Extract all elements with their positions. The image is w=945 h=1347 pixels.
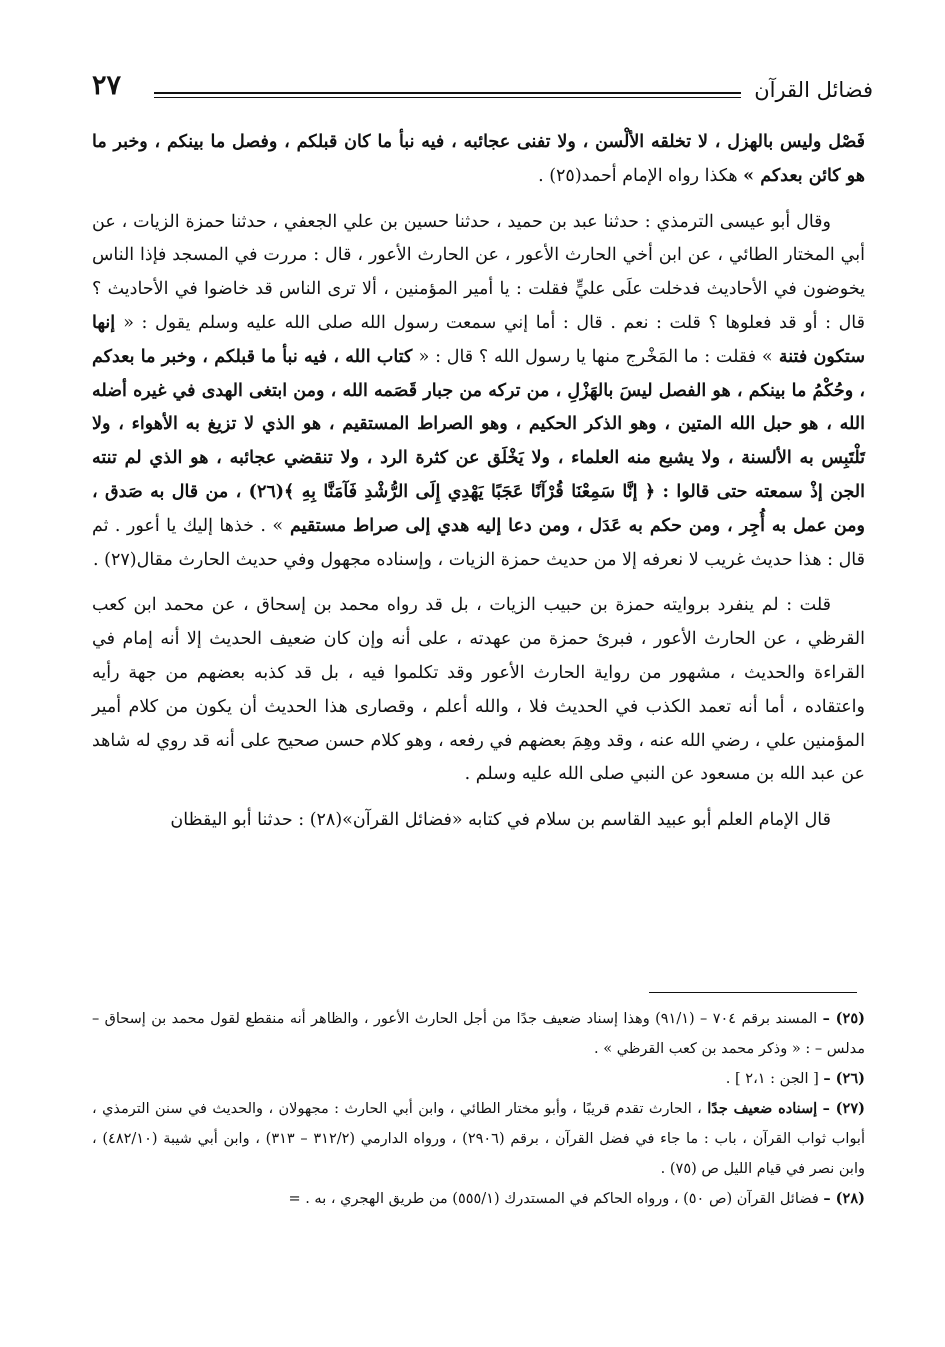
main-text (92, 126, 865, 850)
paragraph-tirmidhi (92, 206, 865, 578)
footnote-25 (92, 1004, 865, 1064)
hadith-source: هكذا رواه الإمام أحمد(٢٥) . (538, 165, 744, 186)
hadith-text: فَصْل وليس بالهزل ، لا تخلقه الألْسن ، ولا تفنى عجائبه ، فيه نبأ ما كان قبلكم ، وفصل ما بينكم ، وخبر ما هو كائن بعدكم » (92, 132, 865, 186)
isnad-text: وقال أبو عيسى الترمذي : حدثنا عبد بن حميد ، حدثنا حسين بن علي الجعفي ، حدثنا حمزة الزيات ، عن أبي المختار الطائي ، عن ابن أخي الحارث الأعور ، عن الحارث الأعور ، قال : مررت في المسجد فإذا الناس يخوضون في الأحاديث فدخلت علَى عليٍّ فقلت : يا أمير المؤمنين ، ألا ترى الناس قد خاضوا في الأحاديث ؟ قال : أو قد فعلوها ؟ قلت : نعم . قال : أما إني سمعت رسول الله صلى الله عليه وسلم يقول : « (92, 211, 865, 333)
footnote-text: المسند برقم ٧٠٤ – (٩١/١) وهذا إسناد ضعيف جدًا من أجل الحارث الأعور ، والظاهر أنه منقطع لقول محمد بن إسحاق – مدلس – : « وذكر محمد بن كعب القرظي » . (92, 1011, 865, 1057)
footnote-grading: إسناده ضعيف جدًا (707, 1100, 818, 1117)
question-text: » فقلت : ما المَخْرج منها يا رسول الله ؟ قال : « (418, 346, 773, 367)
footnote-28 (92, 1184, 865, 1214)
paragraph-commentary (92, 589, 865, 792)
footnote-number: (٢٨) – (823, 1190, 865, 1207)
commentary-text: قلت : لم ينفرد بروايته حمزة بن حبيب الزيات ، بل قد رواه محمد بن إسحاق ، عن محمد ابن كعب القرظي ، عن الحارث الأعور ، فبرئ حمزة من عهدته ، على أنه وإن كان ضعيف الحديث إلا أنه إمام في القراءة والحديث ، مشهور من رواية الحارث الأعور وقد تكلموا فيه ، بل قد كذبه بعضهم من جهة رأيه واعتقاده ، أما أنه تعمد الكذب في الحديث فلا ، والله أعلم ، وقصارى هذا الحديث أن يكون من كلام أمير المؤمنين علي ، رضي الله عنه ، وقد وهِمَ بعضهم في رفعه ، وهو كلام حسن صحيح على أنه قد روي له شاهد عن عبد الله بن مسعود عن النبي صلى الله عليه وسلم . (92, 595, 865, 785)
abu-ubaid-text: قال الإمام العلم أبو عبيد القاسم بن سلام في كتابه «فضائل القرآن»(٢٨) : حدثنا أبو اليقظان (170, 810, 831, 831)
paragraph-abu-ubaid (92, 804, 865, 838)
header-rule (154, 92, 741, 98)
footnote-text: فضائل القرآن (ص ٥٠) ، ورواه الحاكم في المستدرك (٥٥٥/١) من طريق الهجري ، به . = (288, 1191, 819, 1207)
footnote-number: (٢٦) – (823, 1070, 865, 1087)
prophet-quote-book: كتاب الله ، فيه نبأ ما قبلكم ، وخبر ما بعدكم ، وحُكْمُ ما بينكم ، هو الفصل ليسَ بالهَزْلِ ، من تركه من جبار قَصَمه الله ، ومن ابتغى الهدى في غيره أضله الله ، هو حبل الله المتين ، وهو الذكر الحكيم ، وهو الصراط المستقيم ، هو الذي لا تزيغ به الأهواء ، ولا تَلْتَبِس به الألسنة ، ولا يشبع منه العلماء ، ولا يَخْلَق عن كثرة الرد ، ولا تنقضي عجائبه ، هو الذي لم تنته الجن إذْ سمعته حتى قالوا : ﴿ إنَّا سَمِعْنَا قُرْآنًا عَجَبًا يَهْدِي إِلَى الرُّشْدِ فَآمَنَّا بِهِ ﴾(٢٦) ، من قال به صَدق ، ومن عمل به أُجِر ، ومن حكم به عَدَل ، ومن دعا إليه هدي إلى صراط مستقيم (92, 346, 866, 536)
footnote-text: ، الحارث تقدم قريبًا ، وأبو مختار الطائي ، وابن أبي الحارث : مجهولان ، والحديث في سنن الترمذي ، أبواب ثواب القرآن ، باب : ما جاء في فضل القرآن ، برقم (٢٩٠٦) ، ورواه الدارمي (٣١٢/٢ – ٣١٣) ، وابن أبي شيبة (٤٨٢/١٠) ، وابن نصر في قيام الليل ص (٧٥) . (92, 1101, 865, 1177)
page-number: ٢٧ (92, 70, 122, 101)
footnote-text: [ الجن : ٢،١ ] . (725, 1071, 819, 1087)
footnote-26 (92, 1064, 865, 1094)
footnote-27 (92, 1094, 865, 1184)
footnote-number: (٢٧) – (822, 1100, 865, 1117)
page-header (92, 64, 873, 114)
prophet-quote-fitna: إنها ستكون فتنة (92, 312, 865, 367)
running-title: فضائل القرآن (754, 78, 873, 102)
footnote-rule (649, 992, 857, 993)
grading-text: » . خذها إليك يا أعور . ثم قال : هذا حديث غريب لا نعرفه إلا من حديث حمزة الزيات ، وإسناده مجهول وفي حديث الحارث مقال(٢٧) . (92, 515, 865, 570)
footnote-number: (٢٥) – (822, 1010, 865, 1027)
paragraph-hadith-end (92, 126, 865, 194)
footnotes (92, 1004, 865, 1214)
